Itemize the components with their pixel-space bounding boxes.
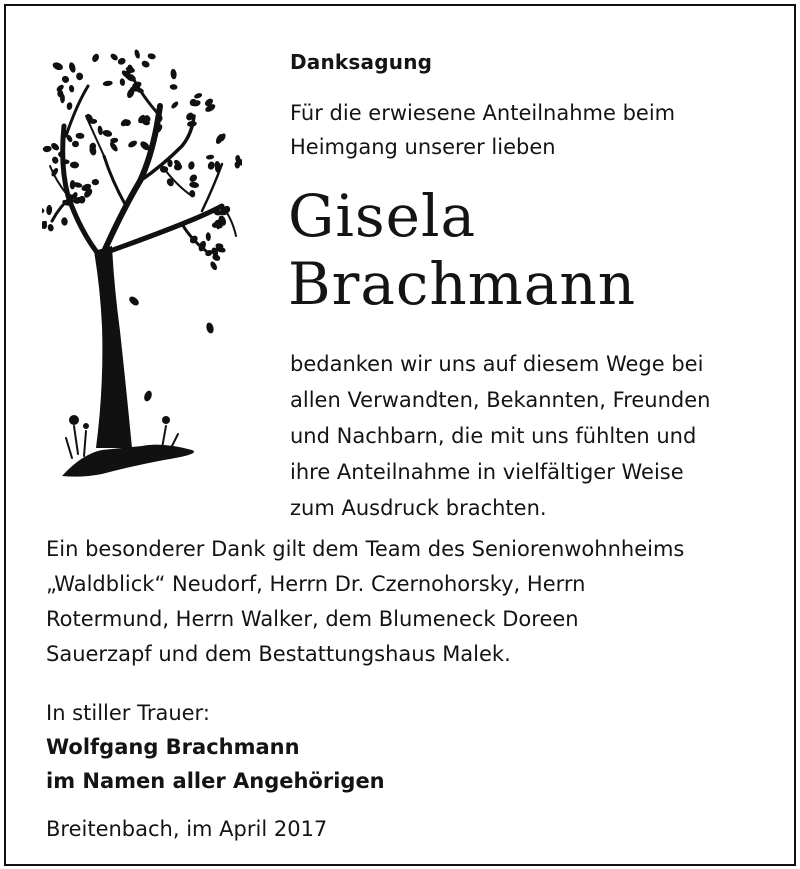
- place-date: Breitenbach, im April 2017: [46, 817, 328, 841]
- last-name: Brachmann: [288, 250, 637, 318]
- heading: Danksagung: [290, 50, 433, 74]
- obituary-card: [4, 4, 796, 866]
- tree-icon: [42, 46, 242, 486]
- mourning-label: In stiller Trauer:: [46, 701, 210, 725]
- signer-name: Wolfgang Brachmann: [46, 735, 300, 759]
- deceased-name: [288, 182, 636, 318]
- intro-text: Für die erwiesene Anteilnahme beim Heimgang unserer lieben: [290, 101, 676, 159]
- signer: [46, 730, 385, 798]
- signer-subline: im Namen aller Angehörigen: [46, 769, 385, 793]
- special-thanks-text: Ein besonderer Dank gilt dem Team des Seniorenwohnheims „Waldblick“ Neudorf, Herrn Dr. Czernohorsky, Herrn Rotermund, Herrn Walker, dem Blumeneck Doreen Sauerzapf und dem Bestattungshaus Malek.: [46, 537, 685, 666]
- first-name: Gisela: [288, 182, 477, 250]
- thanks-text: bedanken wir uns auf diesem Wege bei allen Verwandten, Bekannten, Freunden und Nachbarn, die mit uns fühlten und ihre Anteilnahme in vielfältiger Weise zum Ausdruck brachten.: [290, 352, 711, 520]
